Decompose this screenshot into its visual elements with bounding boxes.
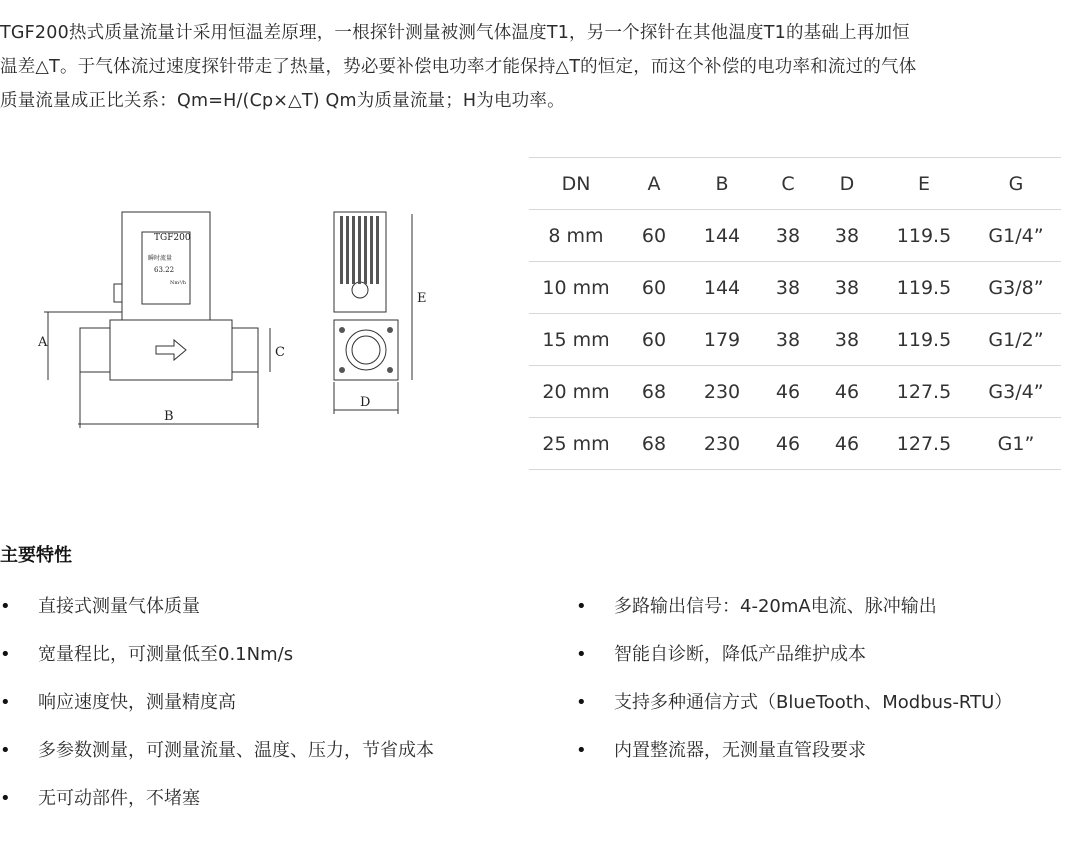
table-row	[529, 418, 1061, 470]
table-cell: 60	[623, 210, 685, 262]
table-row	[529, 210, 1061, 262]
column-header: C	[759, 158, 817, 210]
table-cell: 38	[759, 314, 817, 366]
table-cell: 15 mm	[529, 314, 623, 366]
side-knob	[352, 282, 368, 298]
bullet-icon: •	[576, 692, 587, 713]
dim-label-b: B	[164, 409, 174, 424]
model-label: TGF200	[154, 233, 191, 243]
connector	[114, 284, 122, 302]
pipe-left	[80, 328, 110, 372]
table-cell: 144	[685, 262, 759, 314]
bullet-icon: •	[0, 644, 11, 665]
table-cell: 127.5	[877, 366, 971, 418]
table-cell: 38	[817, 210, 877, 262]
intro-line: 温差△T。于气体流过速度探针带走了热量，势必要补偿电功率才能保持△T的恒定，而这个补偿的电功率和流过的气体	[0, 57, 917, 77]
table-cell: 179	[685, 314, 759, 366]
intro-line: 质量流量成正比关系：Qm=H/(Cp×△T) Qm为质量流量；H为电功率。	[0, 91, 565, 111]
bullet-icon: •	[576, 644, 587, 665]
table-cell: 10 mm	[529, 262, 623, 314]
column-header: D	[817, 158, 877, 210]
table-cell: G1/2”	[971, 314, 1061, 366]
table-cell: G1/4”	[971, 210, 1061, 262]
list-item	[576, 734, 1080, 782]
table-cell: 230	[685, 366, 759, 418]
intro-line: TGF200热式质量流量计采用恒温差原理，一根探针测量被测气体温度T1，另一个探针在其他温度T1的基础上再加恒	[0, 23, 910, 43]
list-item	[0, 686, 560, 734]
table-cell: 46	[759, 366, 817, 418]
feature-text: 响应速度快，测量精度高	[38, 692, 236, 713]
table-row	[529, 262, 1061, 314]
table-row	[529, 314, 1061, 366]
table-cell: 230	[685, 418, 759, 470]
table-cell: 46	[817, 366, 877, 418]
table-header-row	[529, 158, 1061, 210]
table-cell: 119.5	[877, 210, 971, 262]
list-item	[576, 590, 1080, 638]
list-item	[0, 734, 560, 782]
features-list-right	[576, 590, 1080, 782]
table-cell: 25 mm	[529, 418, 623, 470]
list-item	[576, 686, 1080, 734]
table-cell: 68	[623, 418, 685, 470]
bullet-icon: •	[0, 596, 11, 617]
table-cell: G3/4”	[971, 366, 1061, 418]
bullet-icon: •	[576, 740, 587, 761]
bullet-icon: •	[576, 596, 587, 617]
table-cell: 38	[817, 262, 877, 314]
table-cell: 127.5	[877, 418, 971, 470]
list-item	[0, 638, 560, 686]
column-header: A	[623, 158, 685, 210]
table-cell: 38	[817, 314, 877, 366]
table-cell: 68	[623, 366, 685, 418]
pipe-right	[232, 328, 258, 372]
meter-body	[110, 320, 232, 380]
column-header: E	[877, 158, 971, 210]
screen-unit: Nm³/h	[170, 280, 187, 286]
intro-paragraph	[0, 16, 1080, 118]
dimension-drawing	[30, 200, 450, 440]
table-row	[529, 366, 1061, 418]
table-cell: 38	[759, 262, 817, 314]
list-item	[0, 782, 560, 830]
list-item	[576, 638, 1080, 686]
table-cell: 60	[623, 314, 685, 366]
table-cell: G1”	[971, 418, 1061, 470]
table-cell: 46	[817, 418, 877, 470]
column-header: G	[971, 158, 1061, 210]
table-cell: 119.5	[877, 262, 971, 314]
feature-text: 宽量程比，可测量低至0.1Nm/s	[38, 644, 294, 665]
features-title: 主要特性	[0, 545, 72, 566]
feature-text: 无可动部件，不堵塞	[38, 788, 200, 809]
feature-text: 多路输出信号：4-20mA电流、脉冲输出	[614, 596, 937, 617]
table-cell: 60	[623, 262, 685, 314]
table-cell: 20 mm	[529, 366, 623, 418]
table-cell: G3/8”	[971, 262, 1061, 314]
feature-text: 智能自诊断，降低产品维护成本	[614, 644, 866, 665]
dim-label-e: E	[417, 291, 427, 306]
dim-label-c: C	[275, 345, 285, 360]
feature-text: 直接式测量气体质量	[38, 596, 200, 617]
screen-value: 63.22	[154, 266, 175, 274]
column-header: B	[685, 158, 759, 210]
feature-text: 支持多种通信方式（BlueTooth、Modbus-RTU）	[614, 692, 1013, 713]
bullet-icon: •	[0, 692, 11, 713]
spec-table	[529, 157, 1061, 470]
bullet-icon: •	[0, 788, 11, 809]
table-cell: 46	[759, 418, 817, 470]
feature-text: 多参数测量，可测量流量、温度、压力，节省成本	[38, 740, 434, 761]
features-list-left	[0, 590, 560, 830]
column-header: DN	[529, 158, 623, 210]
list-item	[0, 590, 560, 638]
dim-label-a: A	[38, 335, 48, 350]
screen-label: 瞬时流量	[148, 255, 173, 262]
feature-text: 内置整流器，无测量直管段要求	[614, 740, 866, 761]
dim-label-d: D	[360, 395, 371, 410]
table-cell: 8 mm	[529, 210, 623, 262]
table-cell: 119.5	[877, 314, 971, 366]
bullet-icon: •	[0, 740, 11, 761]
table-cell: 144	[685, 210, 759, 262]
table-cell: 38	[759, 210, 817, 262]
